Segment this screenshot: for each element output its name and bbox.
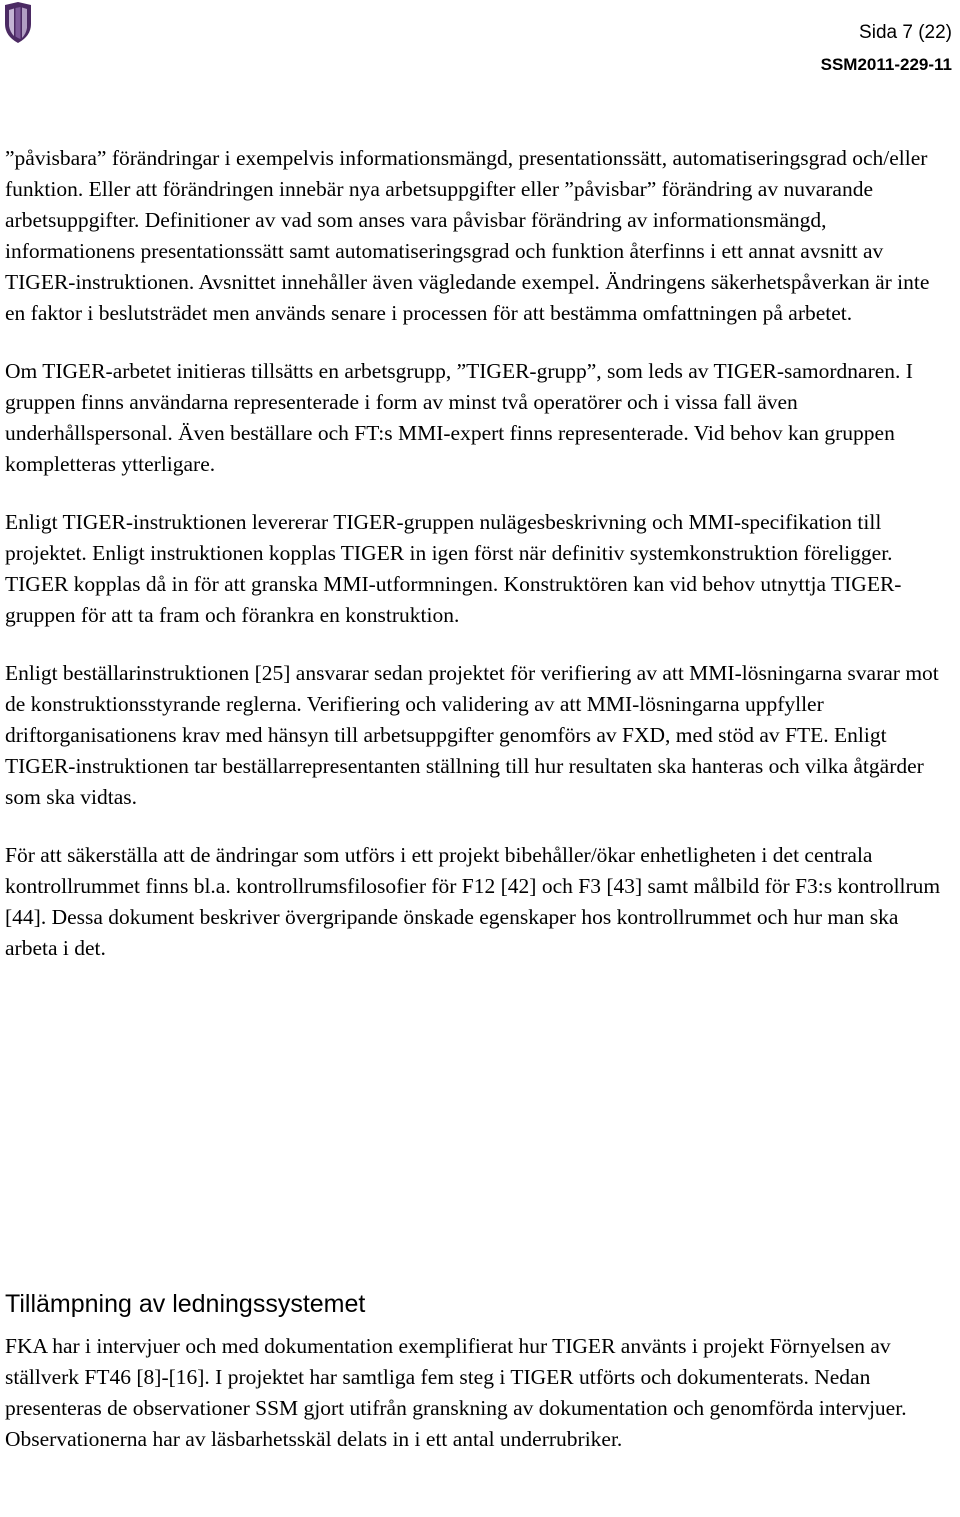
paragraph: Enligt beställarinstruktionen [25] ansvarar sedan projektet för verifiering av att MMI-lösningarna svarar mot de konstruktionsstyrande reglerna. Verifiering och validering av att MMI-lösningarna uppfyller driftorganisationens krav med hänsyn till arbetsuppgifter genomförs av FXD, med stöd av FTE. Enligt TIGER-instruktionen tar beställarrepresentanten ställning till hur resultaten ska hanteras och vilka åtgärder som ska vidtas.	[5, 661, 939, 809]
page-header	[821, 20, 952, 77]
body-text	[5, 143, 950, 964]
document-id: SSM2011-229-11	[820, 55, 952, 74]
paragraph: Enligt TIGER-instruktionen levererar TIGER-gruppen nulägesbeskrivning och MMI-specifikation till projektet. Enligt instruktionen kopplas TIGER in igen först när definitiv systemkonstruktion föreligger. TIGER kopplas då in för att granska MMI-utformningen. Konstruktören kan vid behov utnyttja TIGER-gruppen för att ta fram och förankra en konstruktion.	[5, 510, 902, 627]
paragraph: Om TIGER-arbetet initieras tillsätts en arbetsgrupp, ”TIGER-grupp”, som leds av TIGER-samordnaren. I gruppen finns användarna representerade i form av minst två operatörer och i vissa fall även underhållspersonal. Även beställare och FT:s MMI-expert finns representerade. Vid behov kan gruppen kompletteras ytterligare.	[5, 359, 913, 476]
page-number: Sida 7 (22)	[859, 22, 952, 43]
section-paragraph: FKA har i intervjuer och med dokumentation exemplifierat hur TIGER använts i projekt Förnyelsen av ställverk FT46 [8]-[16]. I projektet har samtliga fem steg i TIGER utförts och dokumenterats. Nedan presenteras de observationer SSM gjort utifrån granskning av dokumentation och genomförda intervjuer. Observationerna har av läsbarhetsskäl delats in i ett antal underrubriker.	[5, 1334, 907, 1451]
section-heading: Tillämpning av ledningssystemet	[5, 1290, 366, 1318]
ssm-logo-icon	[4, 2, 32, 44]
paragraph: För att säkerställa att de ändringar som utförs i ett projekt bibehåller/ökar enhetligheten i det centrala kontrollrummet finns bl.a. kontrollrumsfilosofier för F12 [42] och F3 [43] samt målbild för F3:s kontrollrum [44]. Dessa dokument beskriver övergripande önskade egenskaper hos kontrollrummet och hur man ska arbeta i det.	[5, 843, 941, 960]
paragraph: ”påvisbara” förändringar i exempelvis informationsmängd, presentationssätt, automatiseringsgrad och/eller funktion. Eller att förändringen innebär nya arbetsuppgifter eller ”påvisbar” förändring av nuvarande arbetsuppgifter. Definitioner av vad som anses vara påvisbar förändring av informationsmängd, informationens presentationssätt samt automatiseringsgrad och funktion återfinns i ett annat avsnitt av TIGER-instruktionen. Avsnittet innehåller även vägledande exempel. Ändringens säkerhetspåverkan är inte en faktor i beslutsträdet men används senare i processen för att bestämma omfattningen på arbetet.	[5, 146, 930, 325]
